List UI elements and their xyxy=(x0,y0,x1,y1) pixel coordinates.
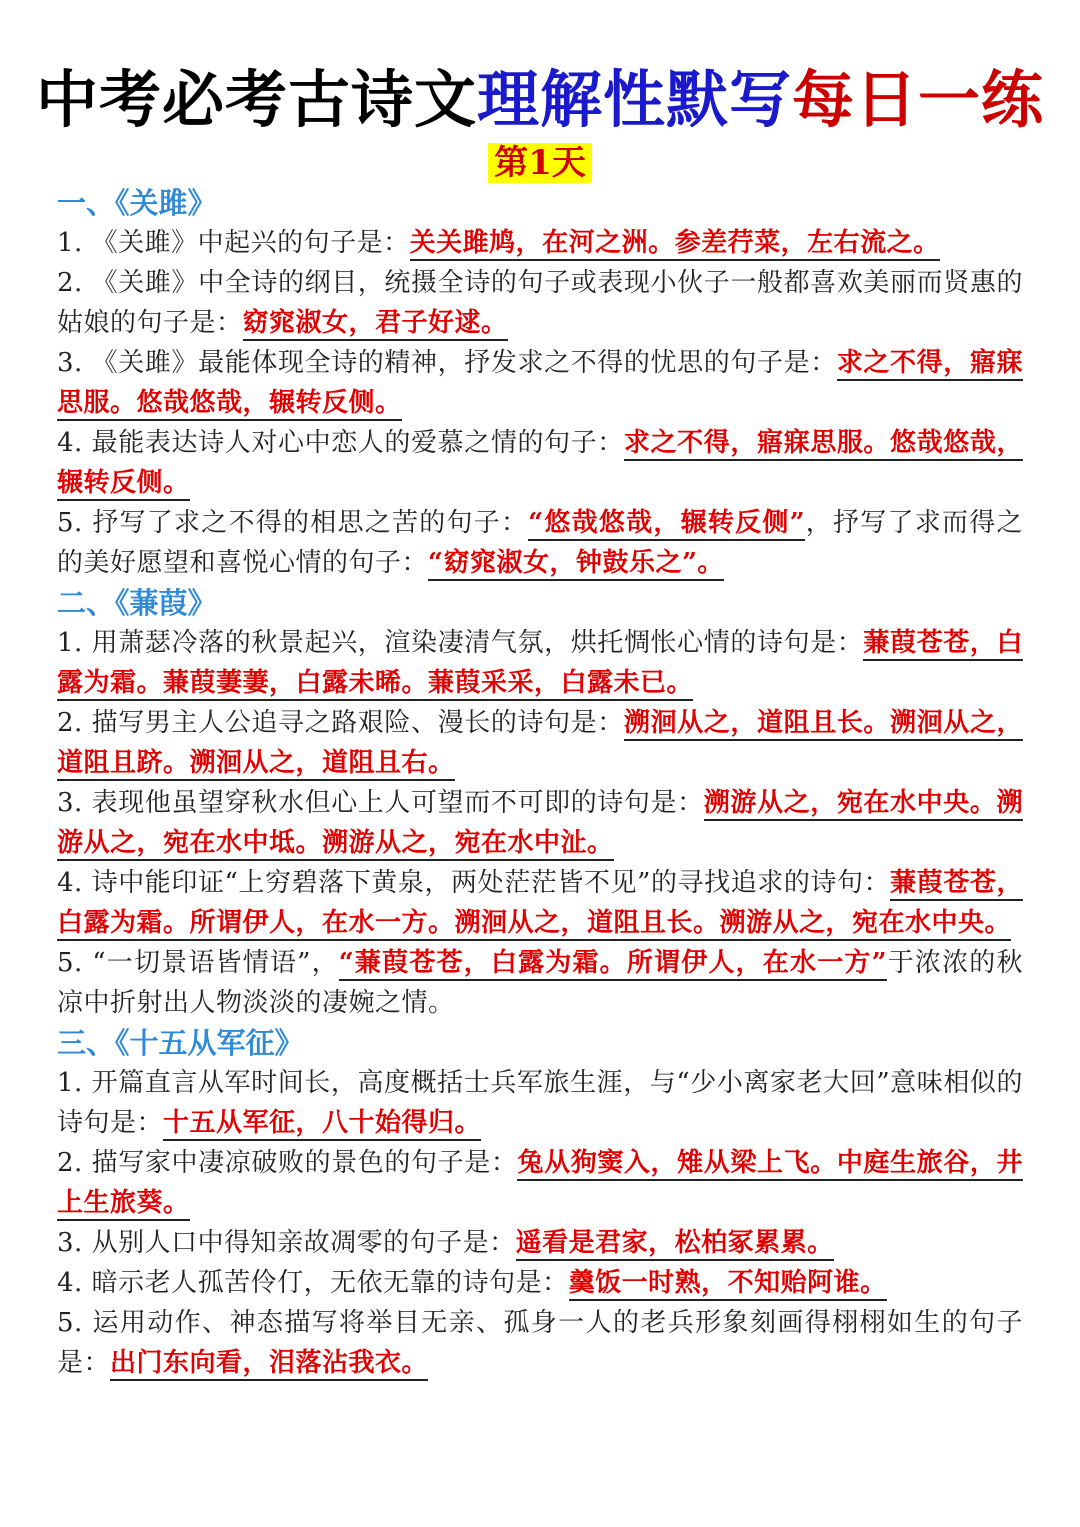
section-heading: 二、《蒹葭》 xyxy=(57,586,217,620)
question-text: 2. 描写男主人公追寻之路艰险、漫长的诗句是： xyxy=(57,708,624,738)
title-part-1: 中考必考古诗文 xyxy=(35,63,477,136)
question-item xyxy=(57,623,1023,703)
answer-text: 出门东向看，泪落沾我衣。 xyxy=(110,1348,428,1381)
question-item xyxy=(57,343,1023,423)
page-title xyxy=(0,60,1080,140)
answer-text: “悠哉悠哉，辗转反侧” xyxy=(528,508,805,541)
question-text: 于浓浓的秋凉中折射出人物淡淡的凄婉之情。 xyxy=(57,948,1023,1018)
question-item xyxy=(57,943,1023,1023)
question-text: 3. 从别人口中得知亲故凋零的句子是： xyxy=(57,1228,516,1258)
title-part-2: 理解性默写 xyxy=(476,63,792,136)
question-text: 1. 用萧瑟冷落的秋景起兴，渲染凄清气氛，烘托惆怅心情的诗句是： xyxy=(57,628,864,658)
question-text: 5. “一切景语皆情语”， xyxy=(57,948,339,978)
question-text: 4. 最能表达诗人对心中恋人的爱慕之情的句子： xyxy=(57,428,624,458)
question-item xyxy=(57,503,1023,583)
answer-text: 羹饭一时熟，不知贻阿谁。 xyxy=(569,1268,887,1301)
answer-text: 遥看是君家，松柏冢累累。 xyxy=(516,1228,834,1261)
answer-text: 求之不得，寤寐思服。悠哉悠哉，辗转反侧。 xyxy=(57,428,1023,501)
question-text: ，抒写了求而得之的美好愿望和喜悦心情的句子： xyxy=(57,508,1023,578)
question-item xyxy=(57,863,1023,943)
question-text: 4. 暗示老人孤苦伶仃，无依无靠的诗句是： xyxy=(57,1268,569,1298)
question-text: 1. 《关雎》中起兴的句子是： xyxy=(57,228,410,258)
question-item xyxy=(57,223,1023,263)
answer-text: 兔从狗窦入，雉从梁上飞。中庭生旅谷，井上生旅葵。 xyxy=(57,1148,1023,1221)
answer-text: 溯游从之，宛在水中央。溯游从之，宛在水中坻。溯游从之，宛在水中沚。 xyxy=(57,788,1023,861)
question-item xyxy=(57,1063,1023,1143)
answer-text: “窈窕淑女，钟鼓乐之”。 xyxy=(428,548,724,581)
answer-text: 蒹葭苍苍，白露为霜。所谓伊人，在水一方。溯洄从之，道阻且长。溯游从之，宛在水中央。 xyxy=(57,868,1023,941)
question-item xyxy=(57,703,1023,783)
question-text: 5. 抒写了求之不得的相思之苦的句子： xyxy=(57,508,529,538)
section-heading: 一、《关雎》 xyxy=(57,186,217,220)
answer-text: 求之不得，寤寐思服。悠哉悠哉，辗转反侧。 xyxy=(57,348,1023,421)
question-text: 2. 描写家中凄凉破败的景色的句子是： xyxy=(57,1148,518,1178)
question-text: 3. 《关雎》最能体现全诗的精神，抒发求之不得的忧思的句子是： xyxy=(57,348,837,378)
answer-text: 关关雎鸠，在河之洲。参差荇菜，左右流之。 xyxy=(410,228,940,261)
answer-text: 十五从军征，八十始得归。 xyxy=(163,1108,481,1141)
question-item xyxy=(57,1143,1023,1223)
section-heading: 三、《十五从军征》 xyxy=(57,1026,304,1060)
exercise-content xyxy=(57,183,1023,1383)
question-text: 5. 运用动作、神态描写将举目无亲、孤身一人的老兵形象刻画得栩栩如生的句子是： xyxy=(57,1308,1023,1378)
question-item xyxy=(57,1303,1023,1383)
answer-text: 溯洄从之，道阻且长。溯洄从之，道阻且跻。溯洄从之，道阻且右。 xyxy=(57,708,1023,781)
answer-text: “蒹葭苍苍，白露为霜。所谓伊人，在水一方” xyxy=(339,948,887,981)
question-text: 3. 表现他虽望穿秋水但心上人可望而不可即的诗句是： xyxy=(57,788,704,818)
question-item xyxy=(57,263,1023,343)
answer-text: 蒹葭苍苍，白露为霜。蒹葭萋萋，白露未晞。蒹葭采采，白露未已。 xyxy=(57,628,1023,701)
day-text: 第1天 xyxy=(488,143,592,183)
question-text: 4. 诗中能印证“上穷碧落下黄泉，两处茫茫皆不见”的寻找追求的诗句： xyxy=(57,868,891,898)
question-item xyxy=(57,423,1023,503)
day-label xyxy=(0,140,1080,186)
question-item xyxy=(57,783,1023,863)
question-text: 2. 《关雎》中全诗的纲目，统摄全诗的句子或表现小伙子一般都喜欢美丽而贤惠的姑娘的句子是： xyxy=(57,268,1023,338)
answer-text: 窈窕淑女，君子好逑。 xyxy=(243,308,508,341)
question-item xyxy=(57,1263,1023,1303)
question-text: 1. 开篇直言从军时间长，高度概括士兵军旅生涯，与“少小离家老大回”意味相似的诗句是： xyxy=(57,1068,1023,1138)
title-part-3: 每日一练 xyxy=(792,63,1045,136)
question-item xyxy=(57,1223,1023,1263)
